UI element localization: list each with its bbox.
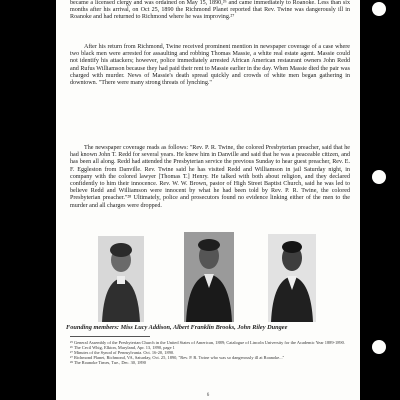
binder-hole [372, 340, 386, 354]
footnote-item: ²⁵ General Assembly of the Presbyterian Church in the United States of American, 1889; Catalogue of Lincoln University for the Academic Year 1889-1890. [70, 340, 345, 345]
photo-caption: Founding members: Miss Lucy Addison, Albert Franklin Brooks, John Riley Dungee [66, 324, 288, 331]
paragraph-ordination: became a licensed clergy and was ordained on May 15, 1890,²⁶ and came immediately to Roanoke. Less than six months after his arrival, on Oct 25, 1890 the Richmond Planet reported that Rev. Twine was dangerously ill in Roanoke and had returned to Richmond where he was improving.²⁷ [70, 0, 350, 21]
paragraph-massie-case: After his return from Richmond, Twine received prominent mention in newspaper coverage of a case where two black men were arrested for assaulting and robbing Thomas Massie, a white real estate agent. Massie could not identify his attackers; however, police immediately arrested African American restaurant owners John Redd and Rufus Williamson because they had paid their rent to Massie earlier in the day. When Massie died the pair was charged with murder. News of Massie's death spread quickly and crowds of white men began gathering in downtown. "There were many strong threats of lynching." [70, 44, 350, 87]
photo-lucy-addison [98, 236, 144, 322]
footnote-item: ²⁶ The Cecil Whig, Elkton, Maryland, Apr. 13, 1890, page 1 [70, 345, 175, 351]
founding-members-photos [56, 232, 360, 324]
paragraph-newspaper-coverage: The newspaper coverage reads as follows: "Rev. P. R. Twine, the colored Presbyterian preacher, said that he had known John T. Redd for several years. He knew him in Danville and said that he was a peaceable citizen, and has been all along. Redd had attended the Presbyterian service the previous Sunday to hear guest preacher, Rev. E. F. Eggleston from Danville. Rev. Twine said he has visited Redd and Williamson in jail Saturday night, in company with the colored lawyer [Thomas T.] Henry. He talked with both about religion, and they declared confidently to him their innocence. Rev. W. W. Brown, pastor of High Street Baptist Church, said he was led to believe Redd and Williamson were innocent by what he had been told by Rev. P. R. Twine, the colored Presbyterian preacher."²⁸ Ultimately, police and prosecutors found no evidence linking either of the men to the murder and all charges were dropped. [70, 145, 350, 209]
footnotes [70, 340, 350, 365]
photo-john-riley-dungee [268, 234, 316, 322]
page-number: 6 [206, 393, 210, 398]
footnote-item: ²⁷ Minutes of the Synod of Pennsylvania. Oct. 16-20, 1890. [70, 350, 175, 356]
footnote-item: ²⁸ The Roanoke Times, Tue., Dec. 30, 1890 [70, 360, 146, 366]
photo-albert-franklin-brooks [184, 232, 234, 322]
footnote-item: ²⁷ Richmond Planet, Richmond, VA, Saturday, Oct. 25, 1890, "Rev. P. R. Twine who was so dangerously ill at Roanoke..." [70, 355, 285, 361]
binder-hole [372, 2, 386, 16]
footnote-divider [70, 336, 150, 337]
binder-hole [372, 170, 386, 184]
document-page [56, 0, 360, 400]
